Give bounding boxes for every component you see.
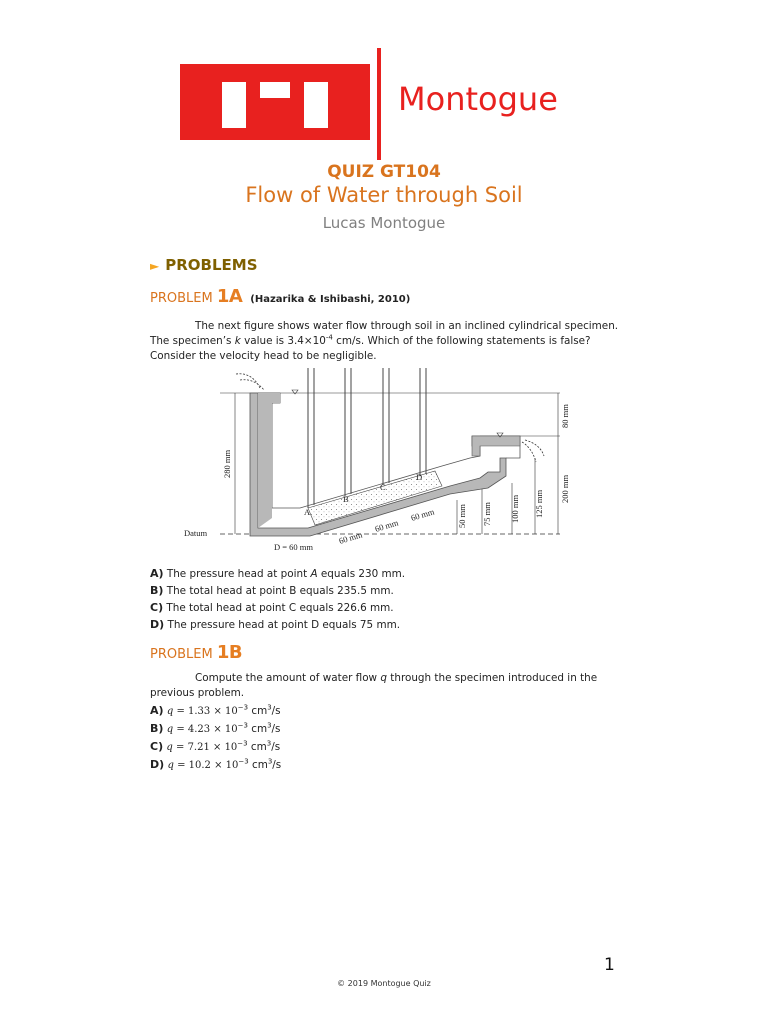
arrow-icon: ► bbox=[150, 259, 160, 273]
dim-280: 280 mm bbox=[222, 449, 232, 478]
logo-mark bbox=[180, 64, 370, 140]
problem-1b-option-d: D) $q = 10.2 \times 10^{-3}$ $cm^3/s$ bbox=[150, 757, 282, 771]
segment-label-3: 60 mm bbox=[409, 506, 436, 523]
section-heading bbox=[150, 256, 258, 274]
problem-1b-option-a: A) $q = 1.33 \times 10^{-3}$ $cm^3/s$ bbox=[150, 703, 281, 717]
problem-1a-option-d: D) The pressure head at point D equals 75 mm. bbox=[150, 618, 400, 631]
problem-label: PROBLEM bbox=[150, 647, 217, 662]
problem-1a-option-a: A) The pressure head at point A equals 230 mm. bbox=[150, 567, 406, 580]
datum-label: Datum bbox=[184, 528, 208, 538]
dim-100: 100 mm bbox=[510, 494, 520, 523]
author-name: Lucas Montogue bbox=[322, 214, 446, 232]
problem-1b-statement: Compute the amount of water flow q through the specimen introduced in the previous problem. bbox=[150, 672, 598, 699]
footer-copyright: © 2019 Montogue Quiz bbox=[337, 979, 431, 988]
point-a-label: A bbox=[304, 507, 311, 517]
page-number: 1 bbox=[604, 955, 615, 975]
problem-1a-statement: The next figure shows water flow through soil in an inclined cylindrical specimen. The specimen’s k value is $3.4\times 10^{-4}$ cm/s. Which of the following statements is false? Consider the velocity head to be negligible. bbox=[150, 320, 619, 362]
point-c-label: C bbox=[380, 482, 386, 492]
quiz-title: Flow of Water through Soil bbox=[245, 183, 523, 207]
section-heading-text: PROBLEMS bbox=[165, 256, 258, 274]
montogue-logo bbox=[180, 48, 610, 160]
dim-200: 200 mm bbox=[560, 474, 570, 503]
problem-1b-option-b: B) $q = 4.23 \times 10^{-3}$ $cm^3/s$ bbox=[150, 721, 281, 735]
problem-citation: (Hazarika & Ishibashi, 2010) bbox=[250, 294, 411, 305]
problem-1a-option-c: C) The total head at point C equals 226.6 mm. bbox=[150, 601, 394, 614]
problem-number: 1B bbox=[216, 642, 243, 663]
point-b-label: B bbox=[343, 494, 349, 504]
problem-1b-heading bbox=[150, 642, 242, 663]
problem-1a-option-b: B) The total head at point B equals 235.5 mm. bbox=[150, 584, 394, 597]
problem-number: 1A bbox=[216, 286, 243, 307]
segment-label-1: 60 mm bbox=[337, 529, 364, 546]
dim-80: 80 mm bbox=[560, 404, 570, 428]
dim-50: 50 mm bbox=[457, 504, 467, 528]
logo-divider bbox=[377, 48, 381, 160]
diameter-label: D = 60 mm bbox=[274, 542, 314, 552]
problem-1b-option-c: C) $q = 7.21 \times 10^{-3}$ $cm^3/s$ bbox=[150, 739, 281, 753]
problem-1a-heading bbox=[150, 286, 410, 307]
point-d-label: D bbox=[416, 472, 423, 482]
problem-label: PROBLEM bbox=[150, 291, 217, 306]
quiz-code: QUIZ GT104 bbox=[327, 162, 441, 182]
brand-name: Montogue bbox=[398, 80, 558, 118]
inclined-specimen-figure bbox=[180, 368, 590, 556]
dim-75: 75 mm bbox=[482, 502, 492, 526]
dim-125: 125 mm bbox=[534, 489, 544, 518]
segment-label-2: 60 mm bbox=[373, 517, 400, 534]
